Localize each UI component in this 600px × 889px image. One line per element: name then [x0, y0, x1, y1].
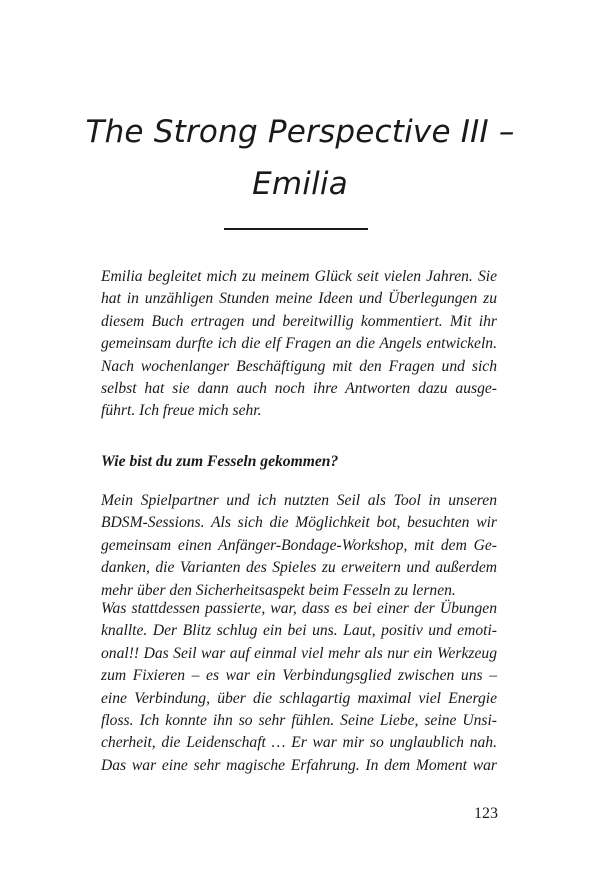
chapter-title-line-2: Emilia: [252, 166, 348, 202]
question-text: Wie bist du zum Fesseln gekommen?: [101, 453, 339, 470]
question-heading: [101, 451, 497, 473]
text-line: cherheit, die Leidenschaft … Er war mir so unglaublich nah.: [101, 734, 497, 752]
answer-paragraph-2: [101, 598, 497, 777]
page-number: 123: [474, 805, 498, 822]
text-line: danken, die Varianten des Spieles zu erweitern und außerdem: [101, 559, 497, 577]
answer-paragraph-1: [101, 490, 497, 602]
text-line: hat in unzähligen Stunden meine Ideen und Überlegungen zu: [101, 290, 497, 308]
chapter-title-line-1: The Strong Perspective III –: [85, 114, 515, 150]
text-line: gemeinsam durfte ich die elf Fragen an die Angels entwickeln.: [101, 335, 497, 353]
text-line: führt. Ich freue mich sehr.: [101, 402, 262, 420]
text-line: Nach wochenlanger Beschäftigung mit den Fragen und sich: [101, 357, 497, 375]
text-line: floss. Ich konnte ihn so sehr fühlen. Seine Liebe, seine Unsi-: [101, 711, 497, 729]
text-line: eine Verbindung, über die schlagartig maximal viel Energie: [101, 689, 497, 707]
text-line: Mein Spielpartner und ich nutzten Seil als Tool in unseren: [101, 492, 497, 509]
text-line: diesem Buch ertragen und bereitwillig kommentiert. Mit ihr: [101, 312, 497, 330]
intro-paragraph: [101, 266, 497, 423]
text-line: mehr über den Sicherheitsaspekt beim Fesseln zu lernen.: [101, 581, 456, 599]
title-divider: [224, 228, 368, 230]
text-line: onal!! Das Seil war auf einmal viel mehr als nur ein Werkzeug: [101, 644, 497, 662]
text-line: Emilia begleitet mich zu meinem Glück seit vielen Jahren. Sie: [101, 268, 497, 285]
text-line: BDSM-Sessions. Als sich die Möglichkeit bot, besuchten wir: [101, 514, 497, 532]
text-line: knallte. Der Blitz schlug ein bei uns. Laut, positiv und emoti-: [101, 622, 497, 640]
text-line: Das war eine sehr magische Erfahrung. In dem Moment war: [101, 756, 497, 774]
text-line: Was stattdessen passierte, war, dass es bei einer der Übungen: [101, 600, 497, 617]
text-line: gemeinsam einen Anfänger-Bondage-Workshop, mit dem Ge-: [101, 536, 497, 554]
text-line: zum Fixieren – es war ein Verbindungsglied zwischen uns –: [101, 667, 497, 685]
text-line: selbst hat sie dann auch noch ihre Antworten dazu ausge-: [101, 379, 497, 397]
chapter-title: [60, 106, 540, 210]
